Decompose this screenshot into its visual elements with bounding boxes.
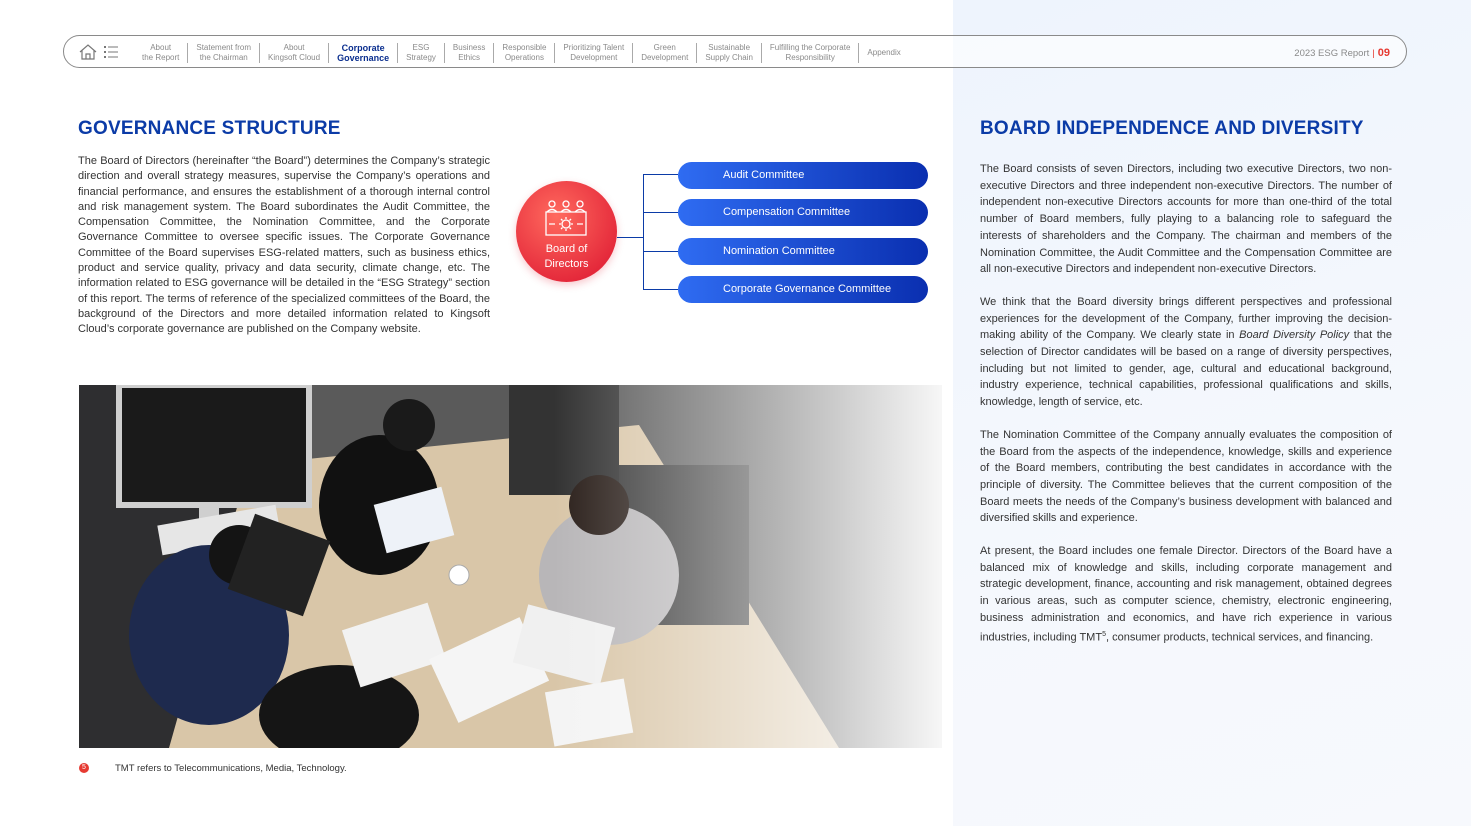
paragraph-nomination-committee: The Nomination Committee of the Company annually evaluates the composition of the Board from the aspects of the independence, knowledge, skills and experience of the Board members, contributing the best candidates in accordance with the principle of diversity. The Committee believes that the current composition of the Board meets the needs of the Company’s business development with balanced and diversified skills and experience. <box>980 428 1392 525</box>
home-icon[interactable] <box>79 44 97 60</box>
committee-audit: Audit Committee <box>678 162 928 189</box>
footnote-text: TMT refers to Telecommunications, Media, Technology. <box>115 763 347 774</box>
board-diversity-policy-title: Board Diversity Policy <box>1239 329 1350 342</box>
committee-nomination: Nomination Committee <box>678 238 928 265</box>
report-name: 2023 ESG Report <box>1294 48 1370 59</box>
connector-line <box>617 237 643 238</box>
board-label: Board of Directors <box>544 243 589 270</box>
board-independence-title: BOARD INDEPENDENCE AND DIVERSITY <box>980 118 1364 139</box>
footnote-reference: 5 <box>1102 630 1106 638</box>
nav-tab-8[interactable]: Green Development <box>633 43 697 63</box>
nav-tab-5[interactable]: Business Ethics <box>445 43 494 63</box>
paragraph-board-diversity <box>980 294 1392 411</box>
committee-corporate-governance: Corporate Governance Committee <box>678 276 928 303</box>
board-of-directors-node <box>516 181 617 282</box>
board-meeting-icon <box>543 199 589 237</box>
business-meeting-photo <box>79 385 942 748</box>
governance-structure-text: The Board of Directors (hereinafter “the Board”) determines the Company’s strategic direction and overall strategy measures, supervise the Company’s operations and financial performance, and ensures the establishment of a thorough internal control and risk management system. The Board subordinates the Audit Committee, the Compensation Committee, the Nomination Committee, and the Corporate Governance Committee to oversee specific issues. The Corporate Governance Committee of the Board supervises ESG-related matters, such as business ethics, product and service quality, privacy and data security, climate change, etc. The information related to ESG governance will be detailed in the “ESG Strategy” section of this report. The terms of reference of the specialized committees of the Board, the background of the Directors and more detailed information related to Kingsoft Cloud’s corporate governance are published on the Company website. <box>78 155 490 336</box>
paragraph-text: , consumer products, technical services, and financing. <box>1105 631 1374 644</box>
paragraph-female-director <box>980 543 1392 646</box>
nav-tab-1[interactable]: Statement from the Chairman <box>188 43 260 63</box>
footnote-marker: 5 <box>79 763 89 773</box>
nav-tab-3[interactable]: Corporate Governance <box>329 43 398 63</box>
connector-line <box>643 212 678 213</box>
paragraph-text: that the selection of Director candidates will be based on a range of diversity perspectives, including but not limited to gender, age, cultural and educational background, industry experience, technical capabilities, professional qualifications and skills, knowledge, length of service, etc. <box>980 329 1392 409</box>
page-number: 09 <box>1377 47 1390 59</box>
connector-line <box>643 289 678 290</box>
committee-compensation: Compensation Committee <box>678 199 928 226</box>
governance-structure-title: GOVERNANCE STRUCTURE <box>78 118 341 139</box>
nav-tab-4[interactable]: ESG Strategy <box>398 43 445 63</box>
footnote <box>79 763 347 774</box>
board-independence-text <box>980 161 1392 662</box>
paragraph-text: We think that the Board diversity brings different perspectives and professional experiences for the development of the Company, further improving the decision-making ability of the Company. We clearly state in <box>980 295 1392 342</box>
list-menu-icon[interactable] <box>104 46 118 58</box>
nav-tab-7[interactable]: Prioritizing Talent Development <box>555 43 633 63</box>
paragraph-text: At present, the Board includes one female Director. Directors of the Board have a balanced mix of knowledge and skills, including corporate management and strategic development, finance, accounting and risk management, obtained degrees in various areas, such as computer science, chemistry, electronic engineering, business administration and economics, and have rich experience in various industries, including TMT <box>980 545 1392 644</box>
nav-tab-2[interactable]: About Kingsoft Cloud <box>260 43 329 63</box>
nav-tabs <box>134 36 909 69</box>
nav-tab-10[interactable]: Fulfilling the Corporate Responsibility <box>762 43 859 63</box>
connector-line <box>643 251 678 252</box>
nav-tab-9[interactable]: Sustainable Supply Chain <box>697 43 762 63</box>
connector-line <box>643 174 678 175</box>
paragraph-board-composition: The Board consists of seven Directors, including two executive Directors, two non-executive Directors and three independent non-executive Directors. The number of independent non-executive Directors accounts for more than one-third of the total number of Board members, fully playing to a balancing role to safeguard the interests of shareholders and the Company. The chairman and members of the Nomination Committee, the Audit Committee and the Compensation Committee are all non-executive Directors and independent non-executive Directors. <box>980 163 1392 276</box>
meeting-illustration <box>79 385 942 748</box>
nav-tab-6[interactable]: Responsible Operations <box>494 43 555 63</box>
top-navigation <box>63 35 1407 68</box>
report-label: 2023 ESG Report | 09 <box>1294 47 1390 59</box>
nav-tab-0[interactable]: About the Report <box>134 43 188 63</box>
nav-tab-11[interactable]: Appendix <box>867 47 901 57</box>
connector-line <box>643 174 644 289</box>
